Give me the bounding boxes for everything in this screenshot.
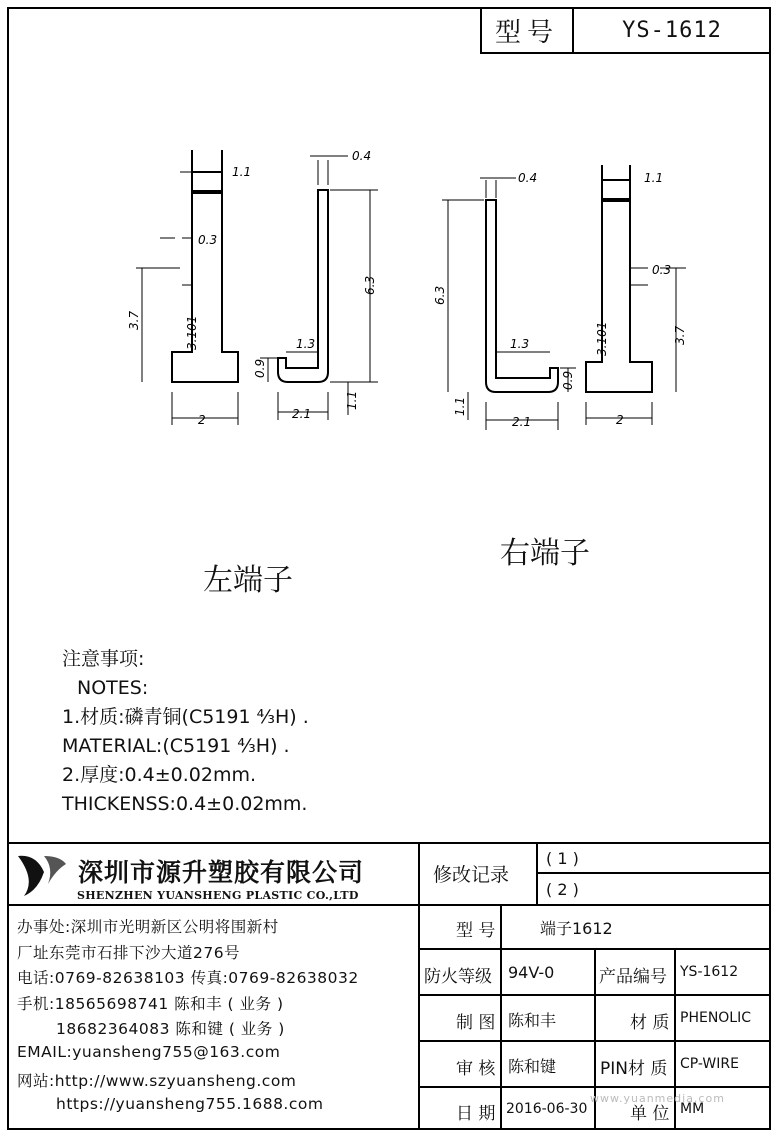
mobile-2: 18682364083 陈和键 ( 业务 ): [56, 1020, 285, 1038]
company-name-cn: 深圳市源升塑胶有限公司: [78, 858, 365, 887]
dim-label: 2.1: [292, 407, 312, 421]
revision-1: ( 1 ): [546, 849, 579, 868]
checked-by-label: 审 核: [456, 1059, 496, 1079]
dim-label: 0.4: [352, 149, 372, 163]
material-label: 材 质: [630, 1013, 670, 1033]
left-terminal-caption: 左端子: [203, 563, 293, 598]
dim-label: 0.3: [652, 263, 672, 277]
product-no-label: 产品编号: [599, 967, 667, 987]
notes-thickness-en: THICKENSS:0.4±0.02mm.: [62, 793, 308, 815]
office-address: 办事处:深圳市光明新区公明将围新村: [17, 918, 279, 936]
revision-label: 修改记录: [433, 864, 510, 886]
drawn-by-label: 制 图: [456, 1013, 496, 1033]
dim-label: 1.1: [232, 165, 252, 179]
dim-label: 1.1: [453, 396, 467, 416]
dim-label: 0.4: [518, 171, 538, 185]
dim-label: 1.1: [644, 171, 664, 185]
unit-label: 单 位: [630, 1104, 670, 1124]
dim-label: 6.3: [433, 285, 447, 305]
notes-material-cn: 1.材质:磷青铜(C5191 ⁴⁄₃H) .: [62, 706, 309, 728]
model-row-label: 型 号: [456, 921, 496, 941]
dim-label: 1.3: [510, 337, 530, 351]
phone-fax: 电话:0769-82638103 传真:0769-82638032: [17, 969, 359, 987]
notes-block: [62, 645, 309, 819]
notes-title-cn: 注意事项:: [62, 648, 145, 670]
drawn-by-value: 陈和丰: [508, 1011, 557, 1030]
dim-label: 3.101: [185, 315, 199, 350]
shop-link[interactable]: https://yuansheng755.1688.com: [56, 1095, 324, 1113]
dim-label: 0.9: [561, 370, 575, 390]
company-logo-icon: [14, 850, 70, 900]
table-divider: [536, 872, 771, 874]
company-name-en: SHENZHEN YUANSHENG PLASTIC CO.,LTD: [77, 889, 359, 902]
table-top-border: [7, 842, 771, 844]
dim-label: 0.9: [253, 358, 267, 378]
dim-label: 2: [198, 413, 206, 427]
pin-material-label: PIN材 质: [600, 1059, 668, 1079]
dim-label: 1.3: [296, 337, 316, 351]
model-label: 型号: [482, 9, 574, 52]
dim-label: 6.3: [363, 275, 377, 295]
dim-label: 3.101: [595, 321, 609, 356]
pin-material-value: CP-WIRE: [680, 1056, 739, 1072]
date-label: 日 期: [456, 1104, 496, 1124]
dim-label: 1.1: [345, 390, 359, 410]
fire-rating-value: 94V-0: [508, 963, 555, 982]
watermark-text: www.yuanmedia.com: [590, 1092, 725, 1105]
table-divider: [500, 904, 502, 1130]
date-value: 2016-06-30: [506, 1101, 588, 1117]
mobile-1: 手机:18565698741 陈和丰 ( 业务 ): [17, 995, 284, 1013]
dim-label: 3.7: [127, 310, 141, 330]
unit-value: MM: [680, 1101, 705, 1117]
notes-title-en: NOTES:: [77, 677, 149, 699]
dim-label: 2: [616, 413, 624, 427]
model-title-box: [480, 9, 770, 54]
factory-address: 厂址东莞市石排下沙大道276号: [17, 944, 241, 962]
model-row-value: 端子1612: [540, 919, 613, 938]
checked-by-value: 陈和键: [508, 1057, 557, 1076]
notes-thickness-cn: 2.厚度:0.4±0.02mm.: [62, 764, 257, 786]
email-link[interactable]: EMAIL:yuansheng755@163.com: [17, 1043, 281, 1061]
dim-label: 3.7: [673, 325, 687, 345]
model-value: YS-1612: [622, 18, 722, 43]
website-link[interactable]: 网站:http://www.szyuansheng.com: [17, 1072, 297, 1090]
material-value: PHENOLIC: [680, 1010, 752, 1026]
notes-material-en: MATERIAL:(C5191 ⁴⁄₃H) .: [62, 735, 290, 757]
dim-label: 2.1: [512, 415, 532, 429]
table-divider: [7, 904, 771, 906]
terminal-drawing: [120, 120, 700, 450]
revision-2: ( 2 ): [546, 880, 579, 899]
product-no-value: YS-1612: [680, 964, 739, 980]
fire-rating-label: 防火等级: [424, 967, 492, 987]
dim-label: 0.3: [198, 233, 218, 247]
right-terminal-caption: 右端子: [500, 536, 590, 571]
